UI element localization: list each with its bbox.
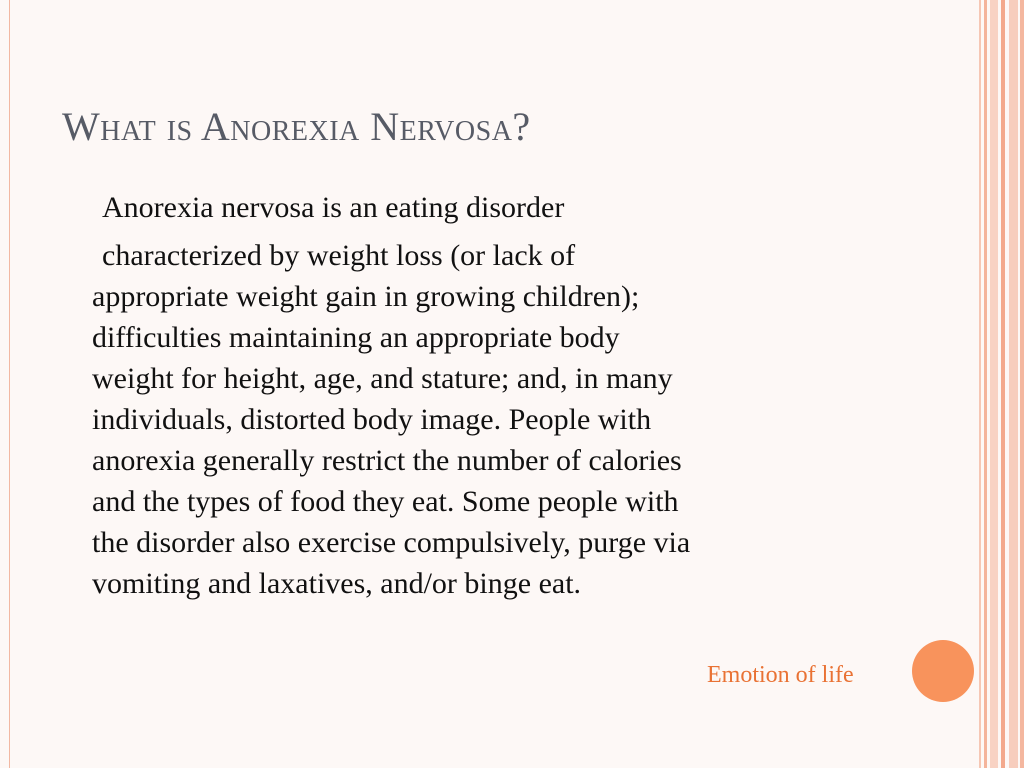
decorative-stripe xyxy=(984,0,987,768)
body-line: Anorexia nervosa is an eating disorder xyxy=(102,191,565,224)
decorative-stripe xyxy=(979,0,981,768)
decorative-stripe xyxy=(1001,0,1005,768)
body-line: appropriate weight gain in growing children); xyxy=(92,280,640,313)
body-line: the disorder also exercise compulsively, purge via xyxy=(92,526,691,559)
body-line: characterized by weight loss (or lack of xyxy=(102,239,576,272)
footer-text: Emotion of life xyxy=(707,662,854,688)
left-border-line xyxy=(9,0,10,768)
slide-title: What is Anorexia Nervosa? xyxy=(62,104,531,149)
slide-body xyxy=(92,187,892,604)
body-line: weight for height, age, and stature; and, in many xyxy=(92,362,673,395)
body-line: difficulties maintaining an appropriate body xyxy=(92,321,620,354)
body-line: anorexia generally restrict the number of calories xyxy=(92,444,682,477)
body-line: vomiting and laxatives, and/or binge eat. xyxy=(92,567,582,600)
decorative-stripe xyxy=(1020,0,1024,768)
accent-circle xyxy=(912,640,974,702)
body-line: and the types of food they eat. Some people with xyxy=(92,485,679,518)
decorative-stripe xyxy=(990,0,998,768)
body-line: individuals, distorted body image. People with xyxy=(92,403,652,436)
decorative-stripe xyxy=(1009,0,1018,768)
